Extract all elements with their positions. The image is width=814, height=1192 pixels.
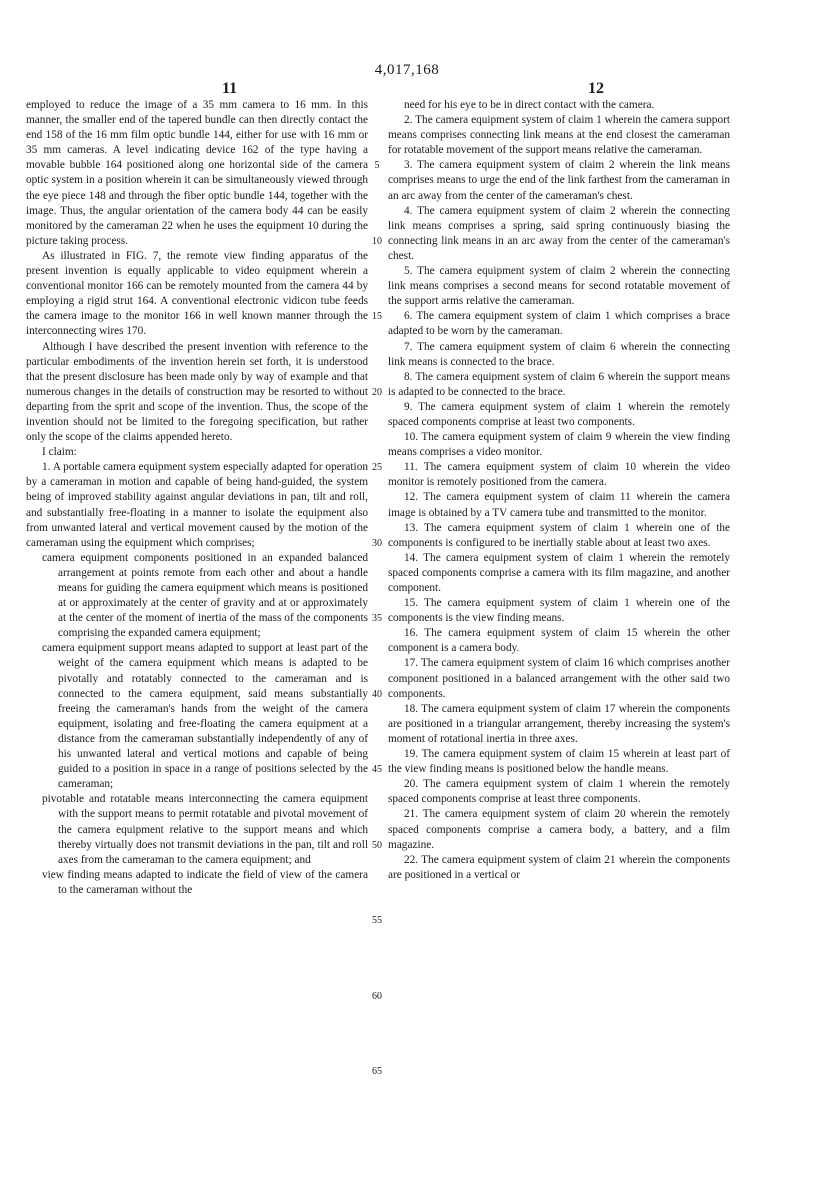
claim: 22. The camera equipment system of claim 21 wherein the components are positioned in a vertical or <box>388 853 730 881</box>
line-number: 5 <box>374 160 380 172</box>
claim-element: camera equipment support means adapted to support at least part of the weight of the camera equipment which means is adapted to be pivotally and rotatably connected to the cameraman and is connected to the camera equipment, said means substantially freeing the cameraman's hands from the weight of the camera equipment, isolating and free-floating the camera equipment at a distance from the cameraman substantially independently of any of his unwanted lateral and vertical motions and capable of being guided to a position in space in a range of positions selected by the cameraman; <box>42 642 368 791</box>
line-number: 55 <box>372 915 382 927</box>
claim: 12. The camera equipment system of claim 11 wherein the camera image is obtained by a TV camera tube and transmitted to the monitor. <box>388 491 730 519</box>
left-column-number: 11 <box>222 80 238 97</box>
right-column-number: 12 <box>588 80 604 97</box>
claim: 6. The camera equipment system of claim 1 which comprises a brace adapted to be worn by the cameraman. <box>388 310 730 338</box>
claim: 17. The camera equipment system of claim 16 which comprises another component positioned in a balanced arrangement with the other said two components. <box>388 657 730 700</box>
claim: 15. The camera equipment system of claim 1 wherein one of the components is the view finding means. <box>388 597 730 625</box>
line-number: 65 <box>372 1066 382 1078</box>
claim: 21. The camera equipment system of claim 20 wherein the remotely spaced components comprise a camera body, a battery, and a film magazine. <box>388 808 730 851</box>
claim: 5. The camera equipment system of claim 2 wherein the connecting link means comprises a second means for second rotatable movement of the support arms relative the cameraman. <box>388 265 730 308</box>
line-number: 50 <box>372 839 382 851</box>
claim: 2. The camera equipment system of claim 1 wherein the camera support means comprises connecting link means at the end closest the cameraman for rotatable movement of the support means relative the cameraman. <box>388 114 730 157</box>
line-number: 60 <box>372 990 382 1002</box>
line-number: 15 <box>372 311 382 323</box>
line-number: 45 <box>372 764 382 776</box>
claim-element: pivotable and rotatable means interconnecting the camera equipment with the support means to permit rotatable and pivotal movement of the camera equipment relative to the support means and which thereby virtually does not transmit deviations in the pan, tilt and roll axes from the cameraman to the camera equipment; and <box>42 793 368 866</box>
line-number-gutter <box>368 98 388 1098</box>
claim: 18. The camera equipment system of claim 17 wherein the components are positioned in a triangular arrangement, thereby increasing the system's moment of rotational inertia in three axes. <box>388 702 730 745</box>
line-number: 35 <box>372 613 382 625</box>
claim: 4. The camera equipment system of claim 2 wherein the connecting link means comprises a spring, said spring continuously biasing the connecting link means in an arc away from the center of the cameraman's chest. <box>388 204 730 262</box>
claim-element-continuation: need for his eye to be in direct contact with the camera. <box>404 99 655 111</box>
line-number: 25 <box>372 462 382 474</box>
claim: 8. The camera equipment system of claim 6 wherein the support means is adapted to be connected to the brace. <box>388 370 730 398</box>
claim: 14. The camera equipment system of claim 1 wherein the remotely spaced components comprise a camera with its film magazine, and another component. <box>388 551 730 594</box>
claim-element: view finding means adapted to indicate the field of view of the camera to the cameraman without the <box>42 868 368 896</box>
line-number: 10 <box>372 235 382 247</box>
claim: 19. The camera equipment system of claim 15 wherein at least part of the view finding means is positioned below the handle means. <box>388 748 730 776</box>
right-column <box>388 98 730 883</box>
paragraph: employed to reduce the image of a 35 mm camera to 16 mm. In this manner, the smaller end of the tapered bundle can then directly contact the end 158 of the 16 mm film optic bundle 144, either for use with 16 mm or 35 mm cameras. A level indicating device 162 of the type having a movable bubble 164 positioned along one horizontal side of the camera optic system in a position wherein it can be simultaneously viewed through the eye piece 148 and through the fiber optic bundle 144, together with the image. Thus, the angular orientation of the camera body 44 can be easily monitored by the cameraman 22 when he uses the equipment 10 during the picture taking process. <box>26 99 368 247</box>
claim: 10. The camera equipment system of claim 9 wherein the view finding means comprises a video monitor. <box>388 431 730 459</box>
patent-number: 4,017,168 <box>374 62 440 78</box>
claim: 20. The camera equipment system of claim 1 wherein the remotely spaced components comprise at least three components. <box>388 778 730 806</box>
left-column <box>26 98 368 898</box>
claims-intro: I claim: <box>42 446 77 459</box>
claim: 3. The camera equipment system of claim 2 wherein the link means comprises means to urge the end of the link farthest from the cameraman in an arc away from the center of the cameraman's chest. <box>388 159 730 202</box>
paragraph: As illustrated in FIG. 7, the remote view finding apparatus of the present invention is equally applicable to video equipment wherein a conventional monitor 166 can be remotely mounted from the camera 44 by employing a rigid strut 164. A conventional electronic vidicon tube feeds the camera image to the monitor 166 in well known manner through the interconnecting wires 170. <box>26 249 368 338</box>
claim-1: 1. A portable camera equipment system especially adapted for operation by a cameraman in motion and capable of being hand-guided, the system being of improved stability against angular deviations in pan, tilt and roll, and substantially free-floating in a manner to isolate the equipment also from unwanted lateral and vertical movement caused by the motion of the cameraman using the equipment which comprises; <box>26 461 368 549</box>
claim: 16. The camera equipment system of claim 15 wherein the other component is a camera body. <box>388 627 730 655</box>
claim: 7. The camera equipment system of claim 6 wherein the connecting link means is connected to the brace. <box>388 340 730 368</box>
paragraph: Although I have described the present invention with reference to the particular embodiments of the invention herein set forth, it is understood that the present disclosure has been made only by way of example and that numerous changes in the details of construction may be resorted to without departing from the sprit and scope of the invention. Thus, the scope of the invention should not be limited to the foregoing specification, but rather only the scope of the claims appended hereto. <box>26 340 368 444</box>
claim: 13. The camera equipment system of claim 1 wherein one of the components is configured to be inertially stable about at least two axes. <box>388 521 730 549</box>
line-number: 40 <box>372 688 382 700</box>
claim: 9. The camera equipment system of claim 1 wherein the remotely spaced components comprise at least two components. <box>388 400 730 428</box>
claim-element: camera equipment components positioned in an expanded balanced arrangement at points remote from each other and about a handle means for guiding the camera equipment which means is positioned at or approximately at the center of gravity and at or approximately at the center of the moment of inertia of the mass of the components comprising the expanded camera equipment; <box>42 551 368 640</box>
line-number: 20 <box>372 386 382 398</box>
claim: 11. The camera equipment system of claim 10 wherein the video monitor is remotely positioned from the camera. <box>388 461 730 489</box>
line-number: 30 <box>372 537 382 549</box>
